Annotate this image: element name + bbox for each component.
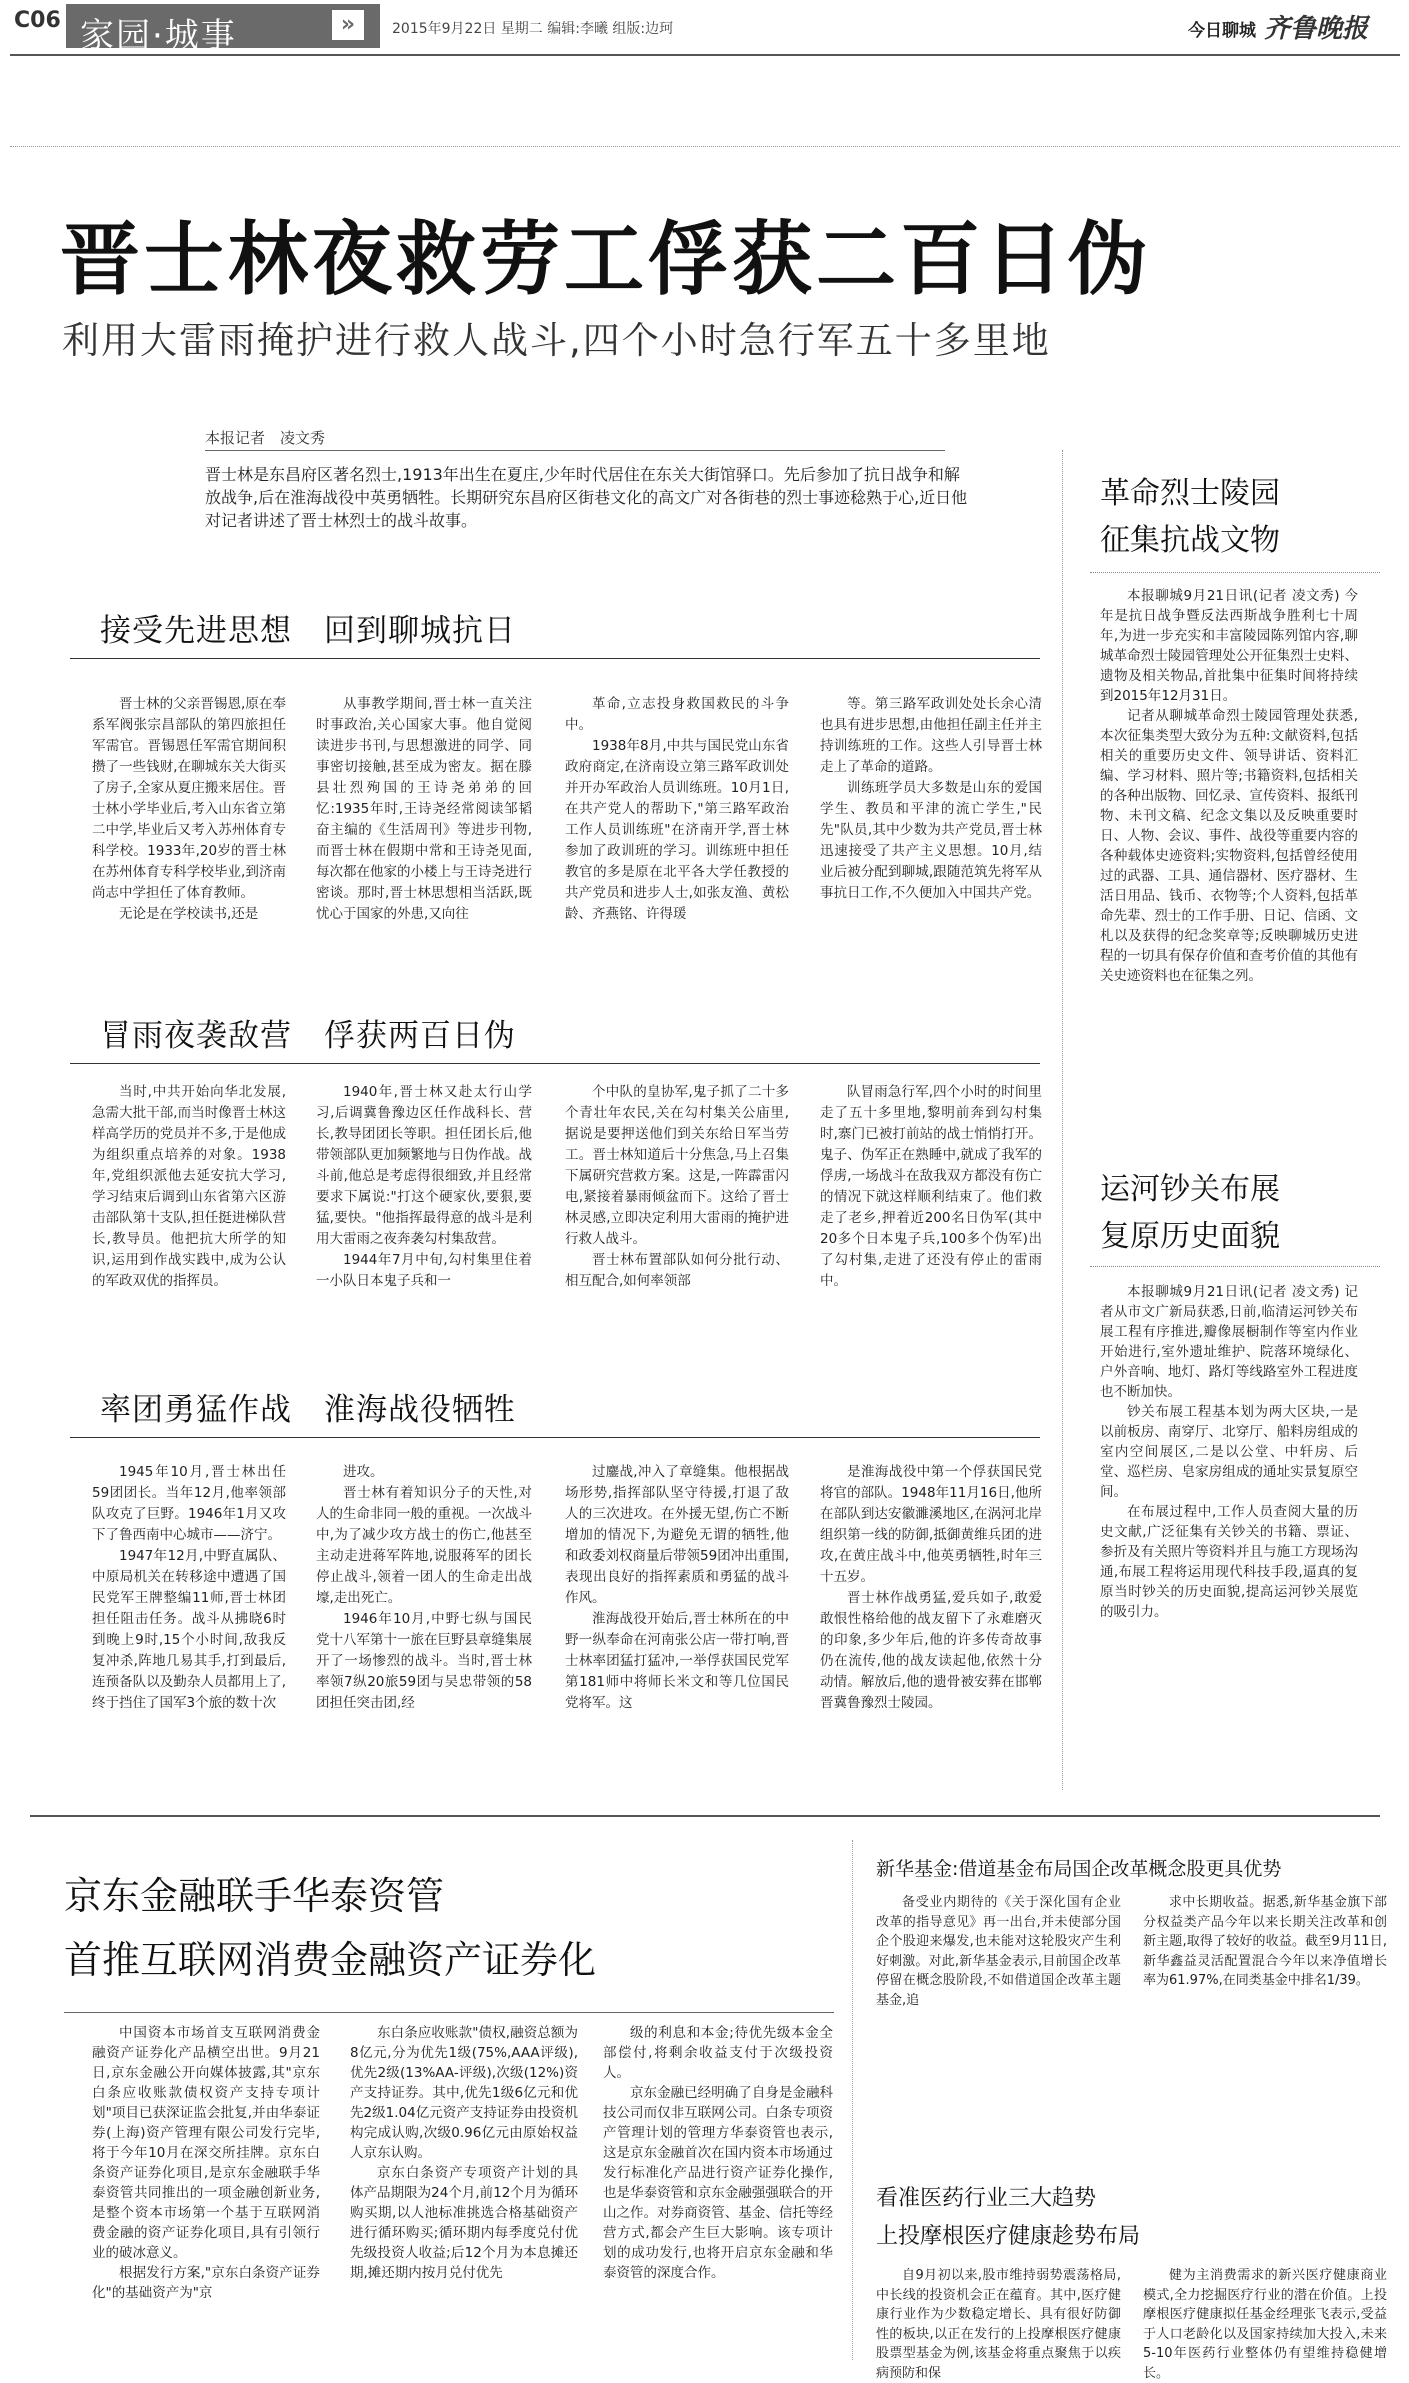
paragraph: 自9月初以来,股市维持弱势震荡格局,中长线的投资机会正在蕴育。其中,医疗健康行业作为少数稳定增长、具有很好防御性的板块,以正在发行的上投摩根医疗健康股票型基金为例,该基金将重点聚焦于以疾病预防和保 xyxy=(876,2268,1121,2381)
section-2-column-3 xyxy=(565,1082,789,1292)
section-rule-3 xyxy=(70,1437,1040,1438)
double-arrow-icon: » xyxy=(332,10,364,40)
section-1-column-4 xyxy=(820,694,1042,904)
medical-heading xyxy=(876,2180,1140,2256)
paragraph: 1946年10月,中野七纵与国民党十八军第十一旅在巨野县章缝集展开了一场惨烈的战斗。当时,晋士林率领7纵20旅59团与吴忠带领的58团担任突击团,经 xyxy=(316,1611,532,1711)
article-lead: 晋士林是东昌府区著名烈士,1913年出生在夏庄,少年时代居住在东关大街馆驿口。先后参加了抗日战争和解放战争,后在淮海战役中英勇牺牲。长期研究东昌府区街巷文化的高文广对各街巷的烈士事迹稔熟于心,近日他对记者讲述了晋士林烈士的战斗故事。 xyxy=(205,465,968,530)
article-title: 晋士林夜救劳工俘获二百日伪 xyxy=(60,213,1152,306)
paragraph: 1940年,晋士林又赴太行山学习,后调冀鲁豫边区任作战科长、营长,教导团团长等职。担任团长后,他带领部队更加频繁地与日伪作战。战斗前,他总是考虑得很细致,并且经常要求下属说:"打这个硬家伙,要狠,要猛,要快。"他指挥最得意的战斗是利用大雷雨之夜奔袭勾村集敌营。 xyxy=(316,1084,532,1247)
bottom-column-divider xyxy=(852,1840,853,2360)
xinhua-column-1 xyxy=(876,1893,1121,2010)
paragraph: 进攻。 xyxy=(343,1464,384,1480)
section-3-column-3 xyxy=(565,1462,789,1714)
paragraph: 淮海战役开始后,晋士林所在的中野一纵奉命在河南张公店一带打响,晋士林率团猛打猛冲,一举俘获国民党军第181师中将师长米文和等几位国民党将军。这 xyxy=(565,1611,789,1711)
page-number: C06 xyxy=(14,8,61,33)
sidebar-story-2 xyxy=(1100,1282,1358,1622)
section-2-column-1 xyxy=(92,1082,286,1292)
paragraph: 晋士林的父亲晋锡恩,原在奉系军阀张宗昌部队的第四旅担任军需官。晋锡恩任军需官期间积攒了一些钱财,在聊城东关大街买了房子,全家从夏庄搬来居住。晋士林小学毕业后,考入山东省立第二中学,毕业后又考入苏州体育专科学校。1933年,20岁的晋士林在苏州体育专科学校毕业,到济南尚志中学担任了体育教师。 xyxy=(92,696,286,901)
paragraph: 健为主消费需求的新兴医疗健康商业模式,全力挖掘医疗行业的潜在价值。上投摩根医疗健康拟任基金经理张飞表示,受益于人口老龄化以及国家持续加大投入,未来5-10年医药行业整体仍有望维持稳健增长。 xyxy=(1143,2268,1387,2381)
section-3-column-2 xyxy=(316,1462,532,1714)
paragraph: 记者从聊城革命烈士陵园管理处获悉,本次征集类型大致分为五种:文献资料,包括相关的重要历史文件、领导讲话、资料汇编、学习材料、照片等;书籍资料,包括相关的各种出版物、回忆录、宣传资料、报纸刊物、未刊文稿、纪念文集以及反映重要时日、人物、会议、事件、战役等重要内容的各种载体史迹资料;实物资料,包括曾经使用过的武器、工具、通信器材、医疗器材、生活日用品、钱币、衣物等;个人资料,包括革命先辈、烈士的工作手册、日记、信函、文札以及获得的纪念奖章等;反映聊城历史进程的一切具有保存价值和查考价值的其他有关史迹资料也在征集之列。 xyxy=(1100,708,1358,984)
jd-column-2 xyxy=(350,2023,578,2283)
sidebar-rule-2 xyxy=(1090,1266,1380,1267)
jd-column-3 xyxy=(603,2023,833,2283)
section-rule-2 xyxy=(70,1063,1040,1064)
paragraph: 个中队的皇协军,鬼子抓了二十多个青壮年农民,关在勾村集关公庙里,据说是要押送他们到关东给日军当劳工。晋士林知道后十分焦急,马上召集下属研究营救方案。这是,一阵霹雷闪电,紧接着暴雨倾盆而下。这给了晋士林灵感,立即决定利用大雷雨的掩护进行救人战斗。 xyxy=(565,1084,789,1247)
section-heading-2: 冒雨夜袭敌营 俘获两百日伪 xyxy=(100,1018,516,1054)
heading-line: 革命烈士陵园 xyxy=(1100,476,1280,511)
heading-line: 复原历史面貌 xyxy=(1100,1219,1280,1254)
heading-line: 征集抗战文物 xyxy=(1100,523,1280,558)
section-1-column-1 xyxy=(92,694,286,925)
paragraph: 本报聊城9月21日讯(记者 凌文秀) 记者从市文广新局获悉,日前,临清运河钞关布展工程有序推进,瓣像展橱制作等室内作业开始进行,室外遗址维护、院落环境绿化、户外音响、地灯、路灯等线路室外工程进度也不断加快。 xyxy=(1100,1284,1358,1400)
jd-title-rule xyxy=(64,2012,834,2013)
bottom-section-rule xyxy=(30,1815,1380,1817)
paragraph: 过鏖战,冲入了章缝集。他根据战场形势,指挥部队坚守待援,打退了敌人的三次进攻。在外援无望,伤亡不断增加的情况下,为避免无谓的牺牲,他和政委刘权商量后带领59团冲出重围,表现出良好的指挥素质和勇猛的战斗作风。 xyxy=(565,1464,789,1606)
paragraph: 1944年7月中旬,勾村集里住着一小队日本鬼子兵和一 xyxy=(316,1252,532,1289)
jd-column-1 xyxy=(92,2023,320,2303)
paragraph: 中国资本市场首支互联网消费金融资产证券化产品横空出世。9月21日,京东金融公开向媒体披露,其"京东白条应收账款债权资产支持专项计划"项目已获深证监会批复,并由华泰证券(上海)资产管理有限公司发行完毕,将于今年10月在深交所挂牌。京东白条资产证券化项目,是京东金融联手华泰资管共同推出的一项金融创新业务,是整个资本市场第一个基于互联网消费金融的资产证券化项目,具有引领行业的破冰意义。 xyxy=(92,2025,320,2261)
paragraph: 京东金融已经明确了自身是金融科技公司而仅非互联网公司。白条专项资产管理计划的管理方华泰资管也表示,这是京东金融首次在国内资本市场通过发行标准化产品进行资产证券化操作,也是华泰资管和京东金融强强联合的开山之作。对券商资管、基金、信托等经营方式,都会产生巨大影响。该专项计划的成功发行,也将开启京东金融和华泰资管的深度合作。 xyxy=(603,2085,833,2281)
heading-line: 运河钞关布展 xyxy=(1100,1172,1280,1207)
paragraph: 当时,中共开始向华北发展,急需大批干部,而当时像晋士林这样高学历的党员并不多,于是他成为组织重点培养的对象。1938年,党组织派他去延安抗大学习,学习结束后调到山东省第六区游击部队第十支队,担任挺进梯队营长,教导员。他把抗大所学的知识,运用到作战实践中,成为公认的军政双优的指挥员。 xyxy=(92,1084,286,1289)
sidebar-story-1 xyxy=(1100,586,1358,986)
newspaper-logo: 齐鲁晚报 xyxy=(1264,14,1369,44)
paragraph: 在布展过程中,工作人员查阅大量的历史文献,广泛征集有关钞关的书籍、票证、参折及有关照片等资料并且与施工方现场沟通,布展工程将运用现代科技手段,逼真的复原当时钞关的历史面貌,提高运河钞关展览的吸引力。 xyxy=(1100,1504,1358,1620)
section-3-column-1 xyxy=(92,1462,286,1714)
paragraph: 晋士林作战勇猛,爱兵如子,敢爱敢恨性格给他的战友留下了永难磨灭的印象,多少年后,他的许多传奇故事仍在流传,他的战友读起他,依然十分动情。解放后,他的遗骨被安葬在邯郸晋冀鲁豫烈士陵园。 xyxy=(820,1590,1042,1711)
paragraph: 是淮海战役中第一个俘获国民党将官的部队。1948年11月16日,他所在部队到达安徽濉溪地区,在涡河北岸组织第一线的防御,抵御黄维兵团的进攻,在黄庄战斗中,他英勇牺牲,时年三十五岁。 xyxy=(820,1464,1042,1585)
section-heading-1: 接受先进思想 回到聊城抗日 xyxy=(100,613,516,649)
byline: 本报记者 凌文秀 xyxy=(205,429,326,447)
section-3-column-4 xyxy=(820,1462,1042,1714)
sidebar-rule-1 xyxy=(1090,572,1380,573)
heading-line: 京东金融联手华泰资管 xyxy=(64,1874,445,1918)
paragraph: 京东白条资产专项资产计划的具体产品期限为24个月,前12个月为循环购买期,以人池标准挑选合格基础资产进行循环购买;循环期内每季度兑付优先级投资人收益;后12个月为本息摊还期,摊还期内按月兑付优先 xyxy=(350,2165,578,2281)
paragraph: 1938年8月,中共与国民党山东省政府商定,在济南设立第三路军政训处并开办军政治人员训练班。10月1日,在共产党人的帮助下,"第三路军政治工作人员训练班"在济南开学,晋士林参加了政训班的学习。训练班中担任教官的多是原在北平各大学任教授的共产党员和进步人士,如张友渔、黄松龄、齐燕铭、许得瑗 xyxy=(565,738,789,922)
paragraph: 本报聊城9月21日讯(记者 凌文秀) 今年是抗日战争暨反法西斯战争胜利七十周年,为进一步充实和丰富陵园陈列馆内容,聊城革命烈士陵园管理处公开征集烈士史料、遗物及相关物品,首批集中征集时间将持续到2015年12月31日。 xyxy=(1100,588,1358,704)
section-1-column-2 xyxy=(316,694,532,925)
section-2-column-4 xyxy=(820,1082,1042,1292)
paragraph: 队冒雨急行军,四个小时的时间里走了五十多里地,黎明前奔到勾村集时,寨门已被打前站的战士悄悄打开。鬼子、伪军正在熟睡中,就成了我军的俘虏,一场战斗在敌我双方都没有伤亡的情况下就这样顺利结束了。他们救走了老乡,押着近200名日伪军(其中20多个日本鬼子兵,100多个伪军)出了勾村集,走进了还没有停止的雷雨中。 xyxy=(820,1084,1042,1289)
paragraph: 晋士林有着知识分子的天性,对人的生命非同一般的重视。一次战斗中,为了减少攻方战士的伤亡,他甚至主动走进蒋军阵地,说服蒋军的团长停止战斗,领着一团人的生命走出战壕,走出死亡。 xyxy=(316,1485,532,1606)
sidebar-heading-1 xyxy=(1100,470,1360,564)
paragraph: 从事教学期间,晋士林一直关注时事政治,关心国家大事。他自觉阅读进步书刊,与思想激进的同学、同事密切接触,甚至成为密友。据在滕县壮烈殉国的王诗尧弟弟的回忆:1935年时,王诗尧经常阅读邹韬奋主编的《生活周刊》等进步刊物,而晋士林在假期中常和王诗尧见面,每次都在他家的小楼上与王诗尧进行密谈。那时,晋士林思想相当活跃,既忧心于国家的外患,又向往 xyxy=(316,696,532,922)
paragraph: 东白条应收账款"债权,融资总额为8亿元,分为优先1级(75%,AAA评级),优先2级(13%AA-评级),次级(12%)资产支持证券。其中,优先1级6亿元和优先2级1.04亿元资产支持证券由投资机构完成认购,次级0.96亿元由原始权益人京东认购。 xyxy=(350,2025,578,2161)
heading-line: 上投摩根医疗健康趁势布局 xyxy=(876,2224,1141,2249)
article-subtitle: 利用大雷雨掩护进行救人战斗,四个小时急行军五十多里地 xyxy=(62,319,1051,362)
paragraph: 级的利息和本金;待优先级本金全部偿付,将剩余收益支付于次级投资人。 xyxy=(603,2025,833,2081)
paragraph: 备受业内期待的《关于深化国有企业改革的指导意见》再一出台,并未使部分国企个股迎来爆发,也未能对这轮股灾产生利好刺激。对此,新华基金表示,目前国企改革停留在概念股阶段,不如借道国企改革主题基金,追 xyxy=(876,1895,1121,2008)
heading-line: 首推互联网消费金融资产证券化 xyxy=(64,1938,597,1982)
medical-column-1 xyxy=(876,2266,1121,2383)
xinhua-column-2 xyxy=(1143,1893,1387,1991)
byline-rule xyxy=(205,450,945,451)
jd-article-title xyxy=(64,1864,596,1992)
sidebar-heading-2 xyxy=(1100,1166,1360,1260)
paragraph: 革命,立志投身救国救民的斗争中。 xyxy=(565,696,789,733)
issue-meta: 2015年9月22日 星期二 编辑:李曦 组版:边珂 xyxy=(392,21,674,37)
top-dotted-rule xyxy=(10,146,1400,147)
xinhua-heading: 新华基金:借道基金布局国企改革概念股更具优势 xyxy=(876,1858,1282,1880)
paragraph: 钞关布展工程基本划为两大区块,一是以前板房、南穿厅、北穿厅、船料房组成的室内空间展区,二是以公堂、中轩房、后堂、巡栏房、皂家房组成的通址实景复原空间。 xyxy=(1100,1404,1358,1500)
column-tag: 今日聊城 xyxy=(1188,21,1256,41)
masthead-rule xyxy=(10,54,1400,56)
paragraph: 训练班学员大多数是山东的爱国学生、教员和平津的流亡学生,"民先"队员,其中少数为共产党员,晋士林迅速接受了共产主义思想。10月,结业后被分配到聊城,跟随范筑先将军从事抗日工作,不久便加入中国共产党。 xyxy=(820,780,1042,901)
paragraph: 晋士林布置部队如何分批行动、相互配合,如何率领部 xyxy=(565,1252,789,1289)
paragraph: 无论是在学校读书,还是 xyxy=(119,906,259,922)
sidebar-divider xyxy=(1062,450,1063,1790)
section-title: 家园·城事 xyxy=(80,16,237,56)
paragraph: 1947年12月,中野直属队、中原局机关在转移途中遭遇了国民党军王牌整编11师,晋士林团担任阻击任务。战斗从拂晓6时到晚上9时,15个小时间,敌我反复冲杀,阵地几易其手,打到最后,连预备队以及勤杂人员都用上了,终于挡住了国军3个旅的数十次 xyxy=(92,1548,286,1711)
paragraph: 根据发行方案,"京东白条资产证券化"的基础资产为"京 xyxy=(92,2265,320,2301)
section-heading-3: 率团勇猛作战 淮海战役牺牲 xyxy=(100,1392,516,1428)
section-1-column-3 xyxy=(565,694,789,925)
section-rule-1 xyxy=(70,658,1040,659)
section-2-column-2 xyxy=(316,1082,532,1292)
paragraph: 1945年10月,晋士林出任59团团长。当年12月,他率领部队攻克了巨野。1946年1月又攻下了鲁西南中心城市——济宁。 xyxy=(92,1464,286,1543)
medical-column-2 xyxy=(1143,2266,1387,2383)
heading-line: 看准医药行业三大趋势 xyxy=(876,2186,1097,2211)
paragraph: 等。第三路军政训处处长余心清也具有进步思想,由他担任副主任并主持训练班的工作。这些人引导晋士林走上了革命的道路。 xyxy=(820,696,1042,775)
paragraph: 求中长期收益。据悉,新华基金旗下部分权益类产品今年以来长期关注改革和创新主题,取得了较好的收益。截至9月11日,新华鑫益灵活配置混合今年以来净值增长率为61.97%,在同类基金中排名1/39。 xyxy=(1143,1895,1387,1988)
